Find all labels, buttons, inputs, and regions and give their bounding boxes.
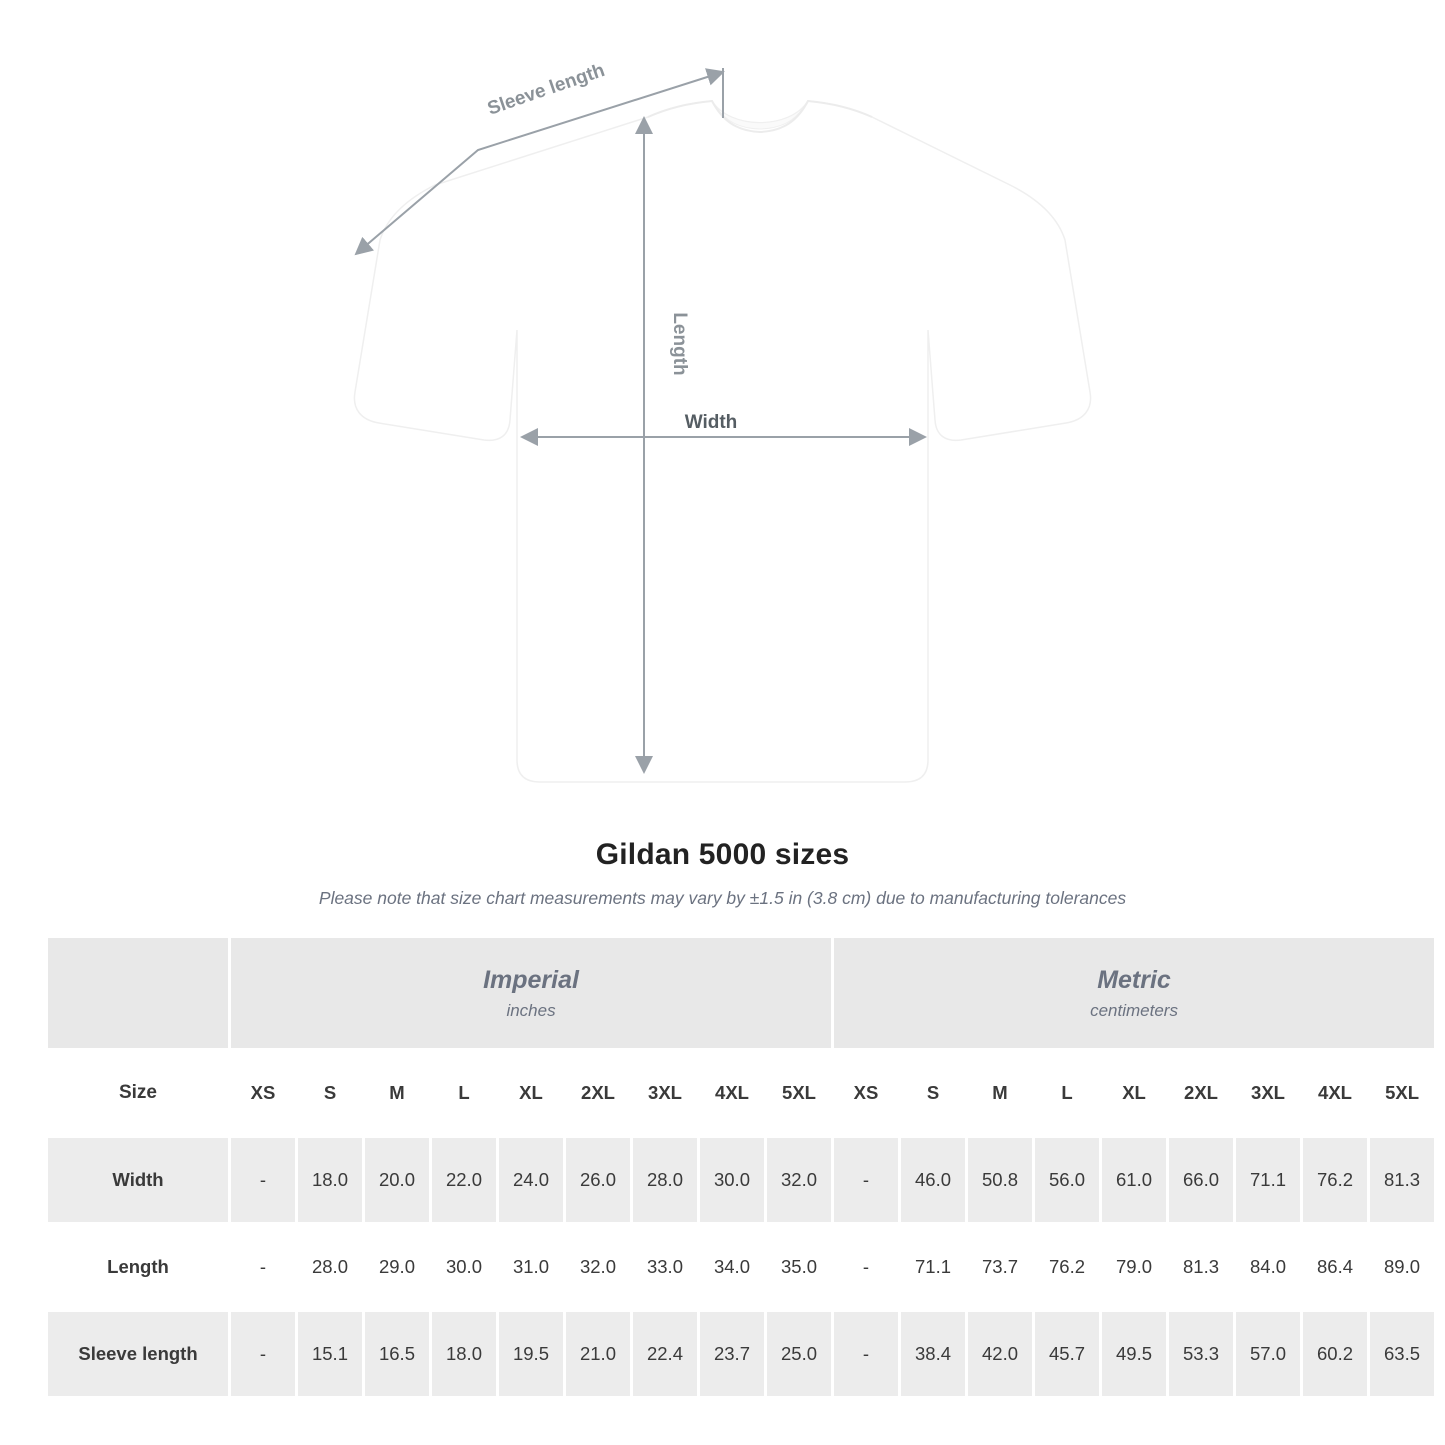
length-imperial-l: 30.0 [431, 1224, 498, 1311]
size-metric-5xl: 5XL [1369, 1050, 1436, 1137]
width-metric-4xl: 76.2 [1302, 1137, 1369, 1224]
width-metric-l: 56.0 [1034, 1137, 1101, 1224]
length-imperial-xl: 31.0 [498, 1224, 565, 1311]
length-metric-4xl: 86.4 [1302, 1224, 1369, 1311]
size-metric-4xl: 4XL [1302, 1050, 1369, 1137]
length-metric-5xl: 89.0 [1369, 1224, 1436, 1311]
size-imperial-5xl: 5XL [766, 1050, 833, 1137]
title-block [0, 838, 1445, 909]
width-imperial-3xl: 28.0 [632, 1137, 699, 1224]
unit-header-spacer [47, 937, 230, 1050]
sleeve-imperial-l: 18.0 [431, 1311, 498, 1398]
sleeve-metric-xs: - [833, 1311, 900, 1398]
unit-group-imperial-name: Imperial [483, 966, 579, 995]
length-imperial-xs: - [230, 1224, 297, 1311]
unit-group-metric-name: Metric [1097, 966, 1171, 995]
length-metric-2xl: 81.3 [1168, 1224, 1235, 1311]
length-metric-xl: 79.0 [1101, 1224, 1168, 1311]
table-row [47, 1137, 1436, 1224]
table-row [47, 1224, 1436, 1311]
sleeve-metric-xl: 49.5 [1101, 1311, 1168, 1398]
row-label-length: Length [47, 1224, 230, 1311]
sleeve-imperial-5xl: 25.0 [766, 1311, 833, 1398]
width-imperial-xl: 24.0 [498, 1137, 565, 1224]
sleeve-metric-5xl: 63.5 [1369, 1311, 1436, 1398]
sleeve-metric-l: 45.7 [1034, 1311, 1101, 1398]
unit-header-row [47, 937, 1436, 1050]
length-metric-l: 76.2 [1034, 1224, 1101, 1311]
width-imperial-4xl: 30.0 [699, 1137, 766, 1224]
width-metric-3xl: 71.1 [1235, 1137, 1302, 1224]
unit-group-metric-unit: centimeters [1090, 1000, 1178, 1020]
sleeve-imperial-xs: - [230, 1311, 297, 1398]
size-imperial-xl: XL [498, 1050, 565, 1137]
width-imperial-2xl: 26.0 [565, 1137, 632, 1224]
table-row [47, 1311, 1436, 1398]
length-imperial-4xl: 34.0 [699, 1224, 766, 1311]
size-metric-s: S [900, 1050, 967, 1137]
sleeve-imperial-m: 16.5 [364, 1311, 431, 1398]
size-imperial-4xl: 4XL [699, 1050, 766, 1137]
size-imperial-l: L [431, 1050, 498, 1137]
sleeve-imperial-s: 15.1 [297, 1311, 364, 1398]
length-metric-s: 71.1 [900, 1224, 967, 1311]
size-imperial-xs: XS [230, 1050, 297, 1137]
size-imperial-3xl: 3XL [632, 1050, 699, 1137]
width-metric-s: 46.0 [900, 1137, 967, 1224]
width-imperial-m: 20.0 [364, 1137, 431, 1224]
width-metric-xs: - [833, 1137, 900, 1224]
size-imperial-s: S [297, 1050, 364, 1137]
row-label-width: Width [47, 1137, 230, 1224]
length-metric-3xl: 84.0 [1235, 1224, 1302, 1311]
width-metric-m: 50.8 [967, 1137, 1034, 1224]
length-metric-xs: - [833, 1224, 900, 1311]
length-imperial-m: 29.0 [364, 1224, 431, 1311]
chart-title: Gildan 5000 sizes [595, 838, 850, 871]
size-header-label: Size [47, 1050, 230, 1137]
length-imperial-2xl: 32.0 [565, 1224, 632, 1311]
size-metric-3xl: 3XL [1235, 1050, 1302, 1137]
sleeve-imperial-3xl: 22.4 [632, 1311, 699, 1398]
sleeve-imperial-xl: 19.5 [498, 1311, 565, 1398]
size-table-wrapper [45, 935, 1421, 1399]
sleeve-metric-s: 38.4 [900, 1311, 967, 1398]
size-table [45, 935, 1437, 1399]
length-imperial-5xl: 35.0 [766, 1224, 833, 1311]
width-imperial-s: 18.0 [297, 1137, 364, 1224]
width-label: Width [684, 412, 738, 433]
length-metric-m: 73.7 [967, 1224, 1034, 1311]
unit-group-imperial [230, 937, 833, 1050]
sleeve-imperial-2xl: 21.0 [565, 1311, 632, 1398]
width-imperial-xs: - [230, 1137, 297, 1224]
sleeve-length-label: Sleeve length [484, 59, 608, 120]
size-imperial-2xl: 2XL [565, 1050, 632, 1137]
chart-note: Please note that size chart measurements may vary by ±1.5 in (3.8 cm) due to manufacturing tolerances [318, 888, 1127, 908]
size-metric-l: L [1034, 1050, 1101, 1137]
width-imperial-l: 22.0 [431, 1137, 498, 1224]
size-metric-xs: XS [833, 1050, 900, 1137]
sleeve-metric-4xl: 60.2 [1302, 1311, 1369, 1398]
width-metric-xl: 61.0 [1101, 1137, 1168, 1224]
size-imperial-m: M [364, 1050, 431, 1137]
sleeve-metric-m: 42.0 [967, 1311, 1034, 1398]
length-label: Length [669, 312, 690, 376]
width-metric-2xl: 66.0 [1168, 1137, 1235, 1224]
unit-group-metric [833, 937, 1436, 1050]
sleeve-metric-3xl: 57.0 [1235, 1311, 1302, 1398]
size-metric-m: M [967, 1050, 1034, 1137]
size-metric-2xl: 2XL [1168, 1050, 1235, 1137]
width-metric-5xl: 81.3 [1369, 1137, 1436, 1224]
size-header-row [47, 1050, 1436, 1137]
size-metric-xl: XL [1101, 1050, 1168, 1137]
tshirt-shape [354, 101, 1090, 782]
sleeve-metric-2xl: 53.3 [1168, 1311, 1235, 1398]
unit-group-imperial-unit: inches [506, 1000, 556, 1020]
length-imperial-3xl: 33.0 [632, 1224, 699, 1311]
width-imperial-5xl: 32.0 [766, 1137, 833, 1224]
length-imperial-s: 28.0 [297, 1224, 364, 1311]
sleeve-imperial-4xl: 23.7 [699, 1311, 766, 1398]
row-label-sleeve-length: Sleeve length [47, 1311, 230, 1398]
